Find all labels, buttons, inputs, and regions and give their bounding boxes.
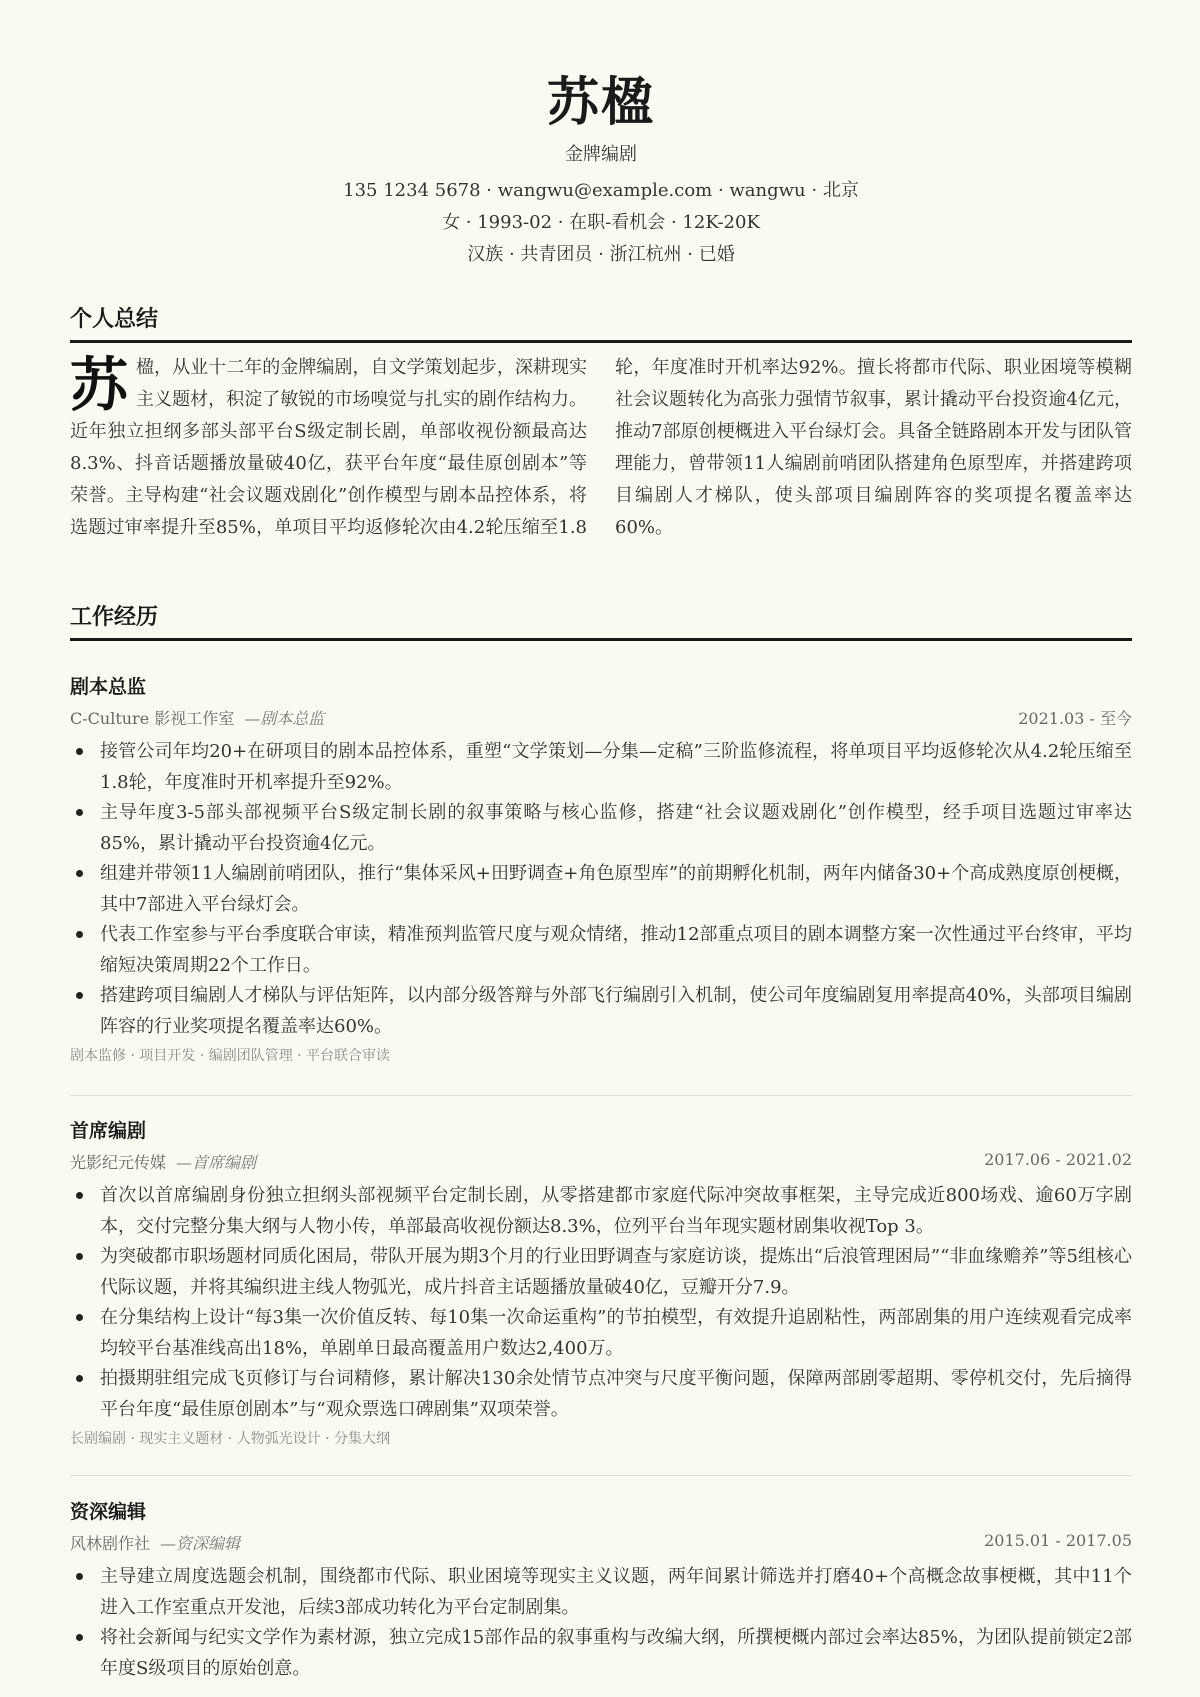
contact-line-1: 135 1234 5678 · wangwu@example.com · wangwu · 北京 bbox=[343, 180, 859, 201]
summary-text-block bbox=[70, 352, 1132, 544]
bullet-text: 将社会新闻与纪实文学作为素材源，独立完成15部作品的叙事重构与改编大纲，所撰梗概内部过会率达85%，为团队提前锁定2部年度S级项目的原始创意。 bbox=[100, 1627, 1132, 1679]
job-date: 2021.03 - 至今 bbox=[1018, 709, 1132, 728]
job-bullet bbox=[70, 736, 1132, 798]
bullet-dot bbox=[76, 1192, 83, 1199]
bullet-dot bbox=[76, 1573, 83, 1580]
bullet-dot bbox=[76, 992, 83, 999]
job-tags: 剧本监修 · 项目开发 · 编剧团队管理 · 平台联合审读 bbox=[70, 1048, 391, 1064]
bullet-dot bbox=[76, 1375, 83, 1382]
bullet-text: 主导年度3-5部头部视频平台S级定制长剧的叙事策略与核心监修，搭建“社会议题戏剧化”创作模型，经手项目选题过审率达85%，累计撬动平台投资逾4亿元。 bbox=[100, 802, 1132, 854]
job-bullet bbox=[70, 1180, 1132, 1242]
job-entry bbox=[70, 1116, 1132, 1448]
summary-rule bbox=[70, 340, 1132, 343]
bullet-text: 为突破都市职场题材同质化困局，带队开展为期3个月的行业田野调查与家庭访谈，提炼出“后浪管理困局”“非血缘赡养”等5组核心代际议题，并将其编织进主线人物弧光，成片抖音主话题播放量破40亿，豆瓣开分7.9。 bbox=[100, 1246, 1132, 1298]
job-bullet bbox=[70, 1561, 1132, 1623]
job-company-wrap bbox=[70, 1531, 240, 1554]
job-divider bbox=[70, 1475, 1132, 1476]
bullet-dot bbox=[76, 931, 83, 938]
job-entry bbox=[70, 672, 1132, 1065]
job-bullet bbox=[70, 1363, 1132, 1425]
experience-rule bbox=[70, 638, 1132, 641]
bullet-text: 首次以首席编剧身份独立担纲头部视频平台定制长剧，从零搭建都市家庭代际冲突故事框架，主导完成近800场戏、逾60万字剧本，交付完整分集大纲与人物小传，单部最高收视份额达8.3%，位列平台当年现实题材剧集收视Top 3。 bbox=[100, 1185, 1132, 1237]
job-bullets bbox=[70, 736, 1132, 1042]
job-company: 风林剧作社 bbox=[70, 1534, 151, 1553]
job-tags: 长剧编剧 · 现实主义题材 · 人物弧光设计 · 分集大纲 bbox=[70, 1431, 391, 1447]
bullet-dot bbox=[76, 1253, 83, 1260]
job-date: 2015.01 - 2017.05 bbox=[984, 1531, 1132, 1550]
job-meta bbox=[70, 1150, 1132, 1178]
bullet-text: 拍摄期驻组完成飞页修订与台词精修，累计解决130余处情节点冲突与尺度平衡问题，保障两部剧零超期、零停机交付，先后摘得平台年度“最佳原创剧本”与“观众票选口碑剧集”双项荣誉。 bbox=[100, 1368, 1132, 1420]
bullet-dot bbox=[76, 1314, 83, 1321]
job-entry bbox=[70, 1497, 1132, 1683]
job-meta bbox=[70, 706, 1132, 734]
bullet-text: 接管公司年均20+在研项目的剧本品控体系，重塑“文学策划—分集—定稿”三阶监修流程，将单项目平均返修轮次从4.2轮压缩至1.8轮，年度准时开机率提升至92%。 bbox=[100, 741, 1132, 793]
job-bullet bbox=[70, 1241, 1132, 1303]
job-company: C-Culture 影视工作室 bbox=[70, 709, 235, 728]
contact-line-2: 女 · 1993-02 · 在职-看机会 · 12K-20K bbox=[442, 212, 760, 233]
bullet-dot bbox=[76, 1634, 83, 1641]
resume-page bbox=[70, 0, 1132, 1697]
job-company-sub: —资深编辑 bbox=[160, 1534, 241, 1553]
summary-text: 楹，从业十二年的金牌编剧，自文学策划起步，深耕现实主义题材，积淀了敏锐的市场嗅觉与扎实的剧作结构力。近年独立担纲多部头部平台S级定制长剧，单部收视份额最高达8.3%、抖音话题播放量破40亿，获平台年度“最佳原创剧本”等荣誉。主导构建“社会议题戏剧化”创作模型与剧本品控体系，将选题过审率提升至85%，单项目平均返修轮次由4.2轮压缩至1.8轮，年度准时开机率达92%。擅长将都市代际、职业困境等模糊社会议题转化为高张力强情节叙事，累计撬动平台投资逾4亿元，推动7部原创梗概进入平台绿灯会。具备全链路剧本开发与团队管理能力，曾带领11人编剧前哨团队搭建角色原型库，并搭建跨项目编剧人才梯队，使头部项目编剧阵容的奖项提名覆盖率达60%。 bbox=[70, 357, 1132, 538]
bullet-dot bbox=[76, 809, 83, 816]
job-company-wrap bbox=[70, 1150, 256, 1173]
bullet-text: 主导建立周度选题会机制，围绕都市代际、职业困境等现实主义议题，两年间累计筛选并打磨40+个高概念故事梗概，其中11个进入工作室重点开发池，后续3部成功转化为平台定制剧集。 bbox=[100, 1566, 1132, 1618]
job-company-sub: —剧本总监 bbox=[244, 709, 325, 728]
bullet-dot bbox=[76, 748, 83, 755]
job-role: 资深编辑 bbox=[70, 1501, 147, 1523]
job-role: 首席编剧 bbox=[70, 1120, 147, 1142]
job-role: 剧本总监 bbox=[70, 676, 147, 698]
bullet-dot bbox=[76, 870, 83, 877]
job-bullet bbox=[70, 980, 1132, 1042]
job-bullet bbox=[70, 919, 1132, 981]
job-date: 2017.06 - 2021.02 bbox=[984, 1150, 1132, 1169]
bullet-text: 在分集结构上设计“每3集一次价值反转、每10集一次命运重构”的节拍模型，有效提升追剧粘性，两部剧集的用户连续观看完成率均较平台基准线高出18%，单剧单日最高覆盖用户数达2,400万。 bbox=[100, 1307, 1132, 1359]
bullet-text: 搭建跨项目编剧人才梯队与评估矩阵，以内部分级答辩与外部飞行编剧引入机制，使公司年度编剧复用率提高40%，头部项目编剧阵容的行业奖项提名覆盖率达60%。 bbox=[100, 985, 1132, 1037]
bullet-text: 代表工作室参与平台季度联合审读，精准预判监管尺度与观众情绪，推动12部重点项目的剧本调整方案一次性通过平台终审，平均缩短决策周期22个工作日。 bbox=[100, 924, 1132, 976]
job-bullets bbox=[70, 1180, 1132, 1425]
job-bullets bbox=[70, 1561, 1132, 1684]
job-bullet bbox=[70, 1622, 1132, 1684]
job-bullet bbox=[70, 797, 1132, 859]
job-company-sub: —首席编剧 bbox=[176, 1153, 257, 1172]
summary-heading: 个人总结 bbox=[70, 306, 159, 332]
job-divider bbox=[70, 1095, 1132, 1096]
contact-line-3: 汉族 · 共青团员 · 浙江杭州 · 已婚 bbox=[467, 244, 735, 265]
job-company-wrap bbox=[70, 706, 324, 729]
candidate-title: 金牌编剧 bbox=[565, 144, 637, 165]
candidate-name: 苏楹 bbox=[546, 72, 655, 133]
job-bullet bbox=[70, 858, 1132, 920]
job-company: 光影纪元传媒 bbox=[70, 1153, 167, 1172]
job-bullet bbox=[70, 1302, 1132, 1364]
experience-heading: 工作经历 bbox=[70, 604, 159, 630]
summary-dropcap: 苏 bbox=[70, 351, 129, 419]
job-meta bbox=[70, 1531, 1132, 1559]
bullet-text: 组建并带领11人编剧前哨团队，推行“集体采风+田野调查+角色原型库”的前期孵化机制，两年内储备30+个高成熟度原创梗概，其中7部进入平台绿灯会。 bbox=[100, 863, 1132, 915]
